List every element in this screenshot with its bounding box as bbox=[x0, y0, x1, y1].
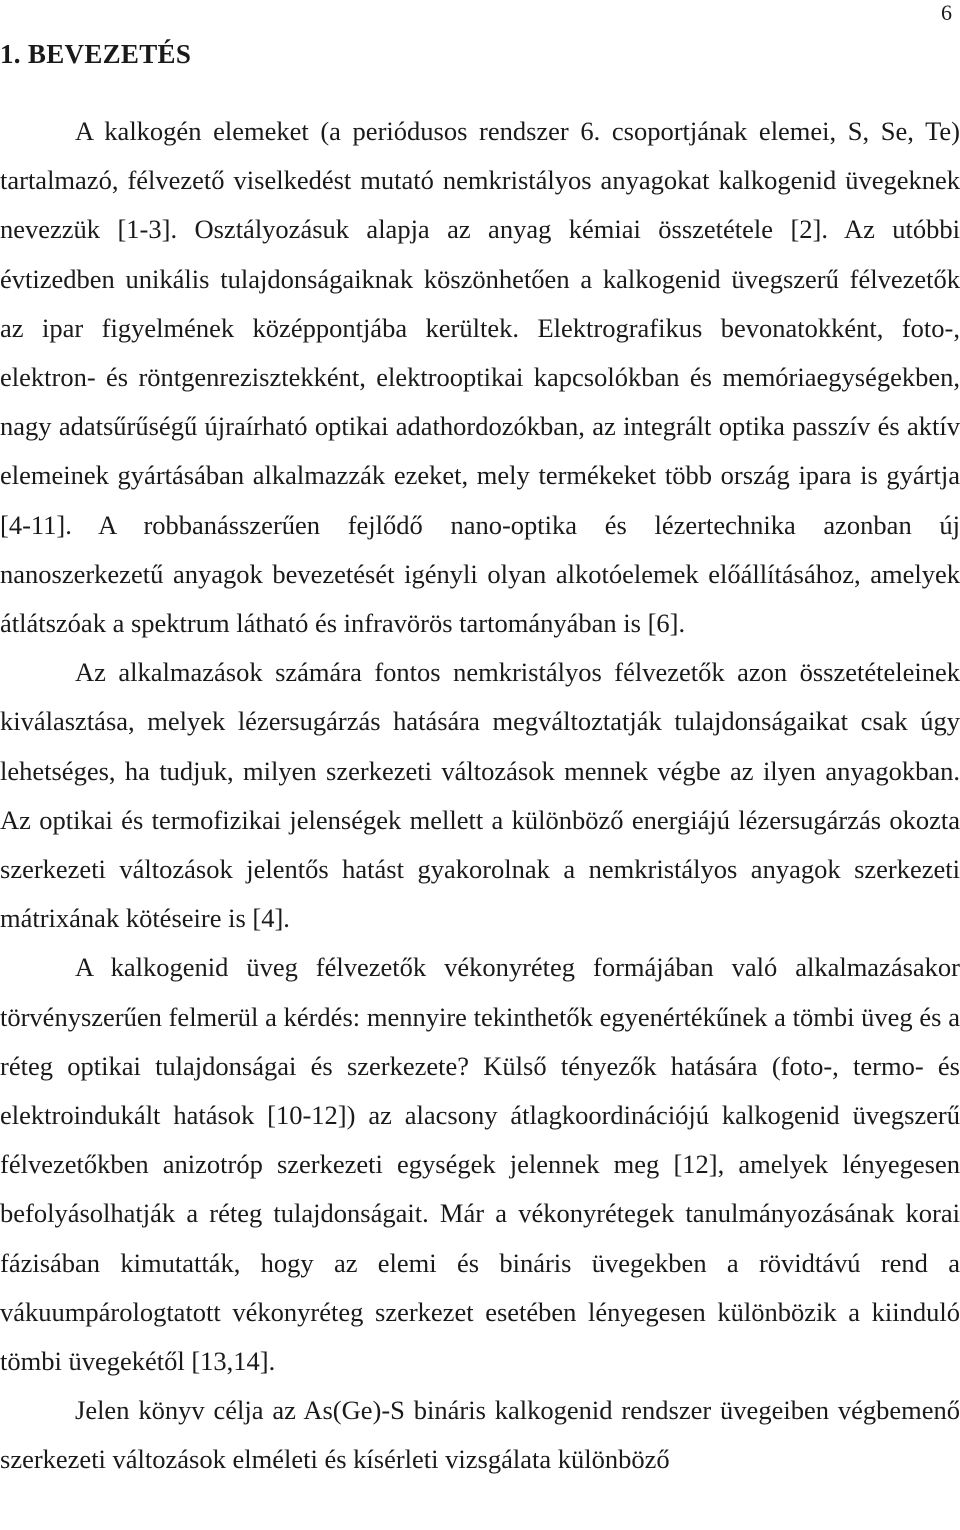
paragraph-3: A kalkogenid üveg félvezetők vékonyréteg formájában való alkalmazásakor törvényszerűen felmerül a kérdés: mennyire tekinthetők egyenértékűnek a tömbi üveg és a réteg optikai tulajdonságai és szerkezete? Külső tényezők hatására (foto-, termo- és elektroindukált hatások [10-12]) az alacsony átlagkoordinációjú kalkogenid üvegszerű félvezetőkben anizotróp szerkezeti egységek jelennek meg [12], amelyek lényegesen befolyásolhatják a réteg tulajdonságait. Már a vékonyrétegek tanulmányozásának korai fázisában kimutatták, hogy az elemi és bináris üvegekben a rövidtávú rend a vákuumpárologtatott vékonyréteg szerkezet esetében lényegesen különbözik a kiinduló tömbi üvegekétől [13,14]. bbox=[0, 952, 960, 1377]
paragraph-2: Az alkalmazások számára fontos nemkristályos félvezetők azon összetételeinek kiválasztása, melyek lézersugárzás hatására megváltoztatják tulajdonságaikat csak úgy lehetséges, ha tudjuk, milyen szerkezeti változások mennek végbe az ilyen anyagokban. Az optikai és termofizikai jelenségek mellett a különböző energiájú lézersugárzás okozta szerkezeti változások jelentős hatást gyakorolnak a nemkristályos anyagok szerkezeti mátrixának kötéseire is [4]. bbox=[0, 657, 960, 934]
body-text bbox=[0, 107, 960, 1485]
paragraph-1: A kalkogén elemeket (a periódusos rendszer 6. csoportjának elemei, S, Se, Te) tartalmazó, félvezető viselkedést mutató nemkristályos anyagokat kalkogenid üvegeknek nevezzük [1-3]. Osztályozásuk alapja az anyag kémiai összetétele [2]. Az utóbbi évtizedben unikális tulajdonságaiknak köszönhetően a kalkogenid üvegszerű félvezetők az ipar figyelmének középpontjába kerültek. Elektrografikus bevonatokként, foto-, elektron- és röntgenrezisztekként, elektrooptikai kapcsolókban és memóriaegységekben, nagy adatsűrűségű újraírható optikai adathordozókban, az integrált optika passzív és aktív elemeinek gyártásában alkalmazzák ezeket, mely termékeket több ország ipara is gyártja [4-11]. A robbanásszerűen fejlődő nano-optika és lézertechnika azonban új nanoszerkezetű anyagok bevezetését igényli olyan alkotóelemek előállításához, amelyek átlátszóak a spektrum látható és infravörös tartományában is [6]. bbox=[0, 116, 960, 639]
section-heading: 1. BEVEZETÉS bbox=[0, 39, 192, 69]
page-number: 6 bbox=[941, 0, 952, 25]
paragraph-4: Jelen könyv célja az As(Ge)-S bináris kalkogenid rendszer üvegeiben végbemenő szerkezeti változások elméleti és kísérleti vizsgálata különböző bbox=[0, 1395, 960, 1475]
